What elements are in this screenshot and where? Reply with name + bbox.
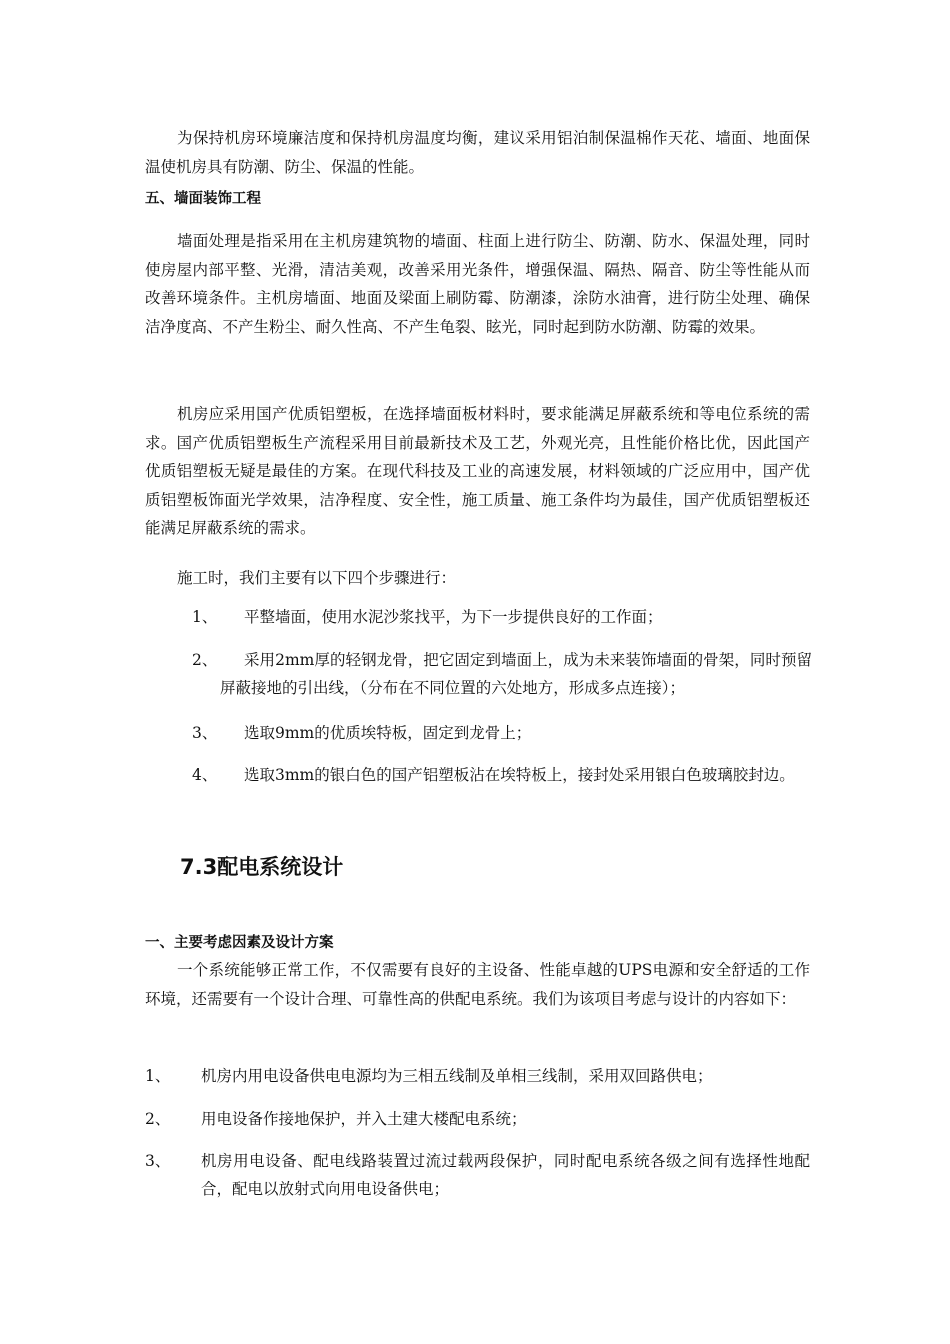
list-item-text: 机房用电设备、配电线路装置过流过载两段保护，同时配电系统各级之间有选择性地配合，配电以放射式向用电设备供电；: [201, 1152, 810, 1198]
wall-paragraph-2: 机房应采用国产优质铝塑板，在选择墙面板材料时，要求能满足屏蔽系统和等电位系统的需求。国产优质铝塑板生产流程采用目前最新技术及工艺，外观光亮，且性能价格比优，因此国产优质铝塑板无疑是最佳的方案。在现代科技及工业的高速发展，材料领域的广泛应用中，国产优质铝塑板饰面光学效果，洁净程度、安全性，施工质量、施工条件均为最佳，国产优质铝塑板还能满足屏蔽系统的需求。: [145, 405, 810, 537]
list-item: [145, 1105, 810, 1133]
steps-intro: 施工时，我们主要有以下四个步骤进行：: [177, 569, 457, 587]
list-item-number: 4、: [192, 766, 218, 784]
wall-paragraph-1: 墙面处理是指采用在主机房建筑物的墙面、柱面上进行防尘、防潮、防水、保温处理，同时使房屋内部平整、光滑，清洁美观，改善采用光条件，增强保温、隔热、隔音、防尘等性能从而改善环境条件。主机房墙面、地面及梁面上刷防霉、防潮漆，涂防水油膏，进行防尘处理、确保洁净度高、不产生粉尘、耐久性高、不产生龟裂、眩光，同时起到防水防潮、防霉的效果。: [145, 232, 810, 336]
list-item: [192, 646, 812, 702]
list-item: [192, 603, 812, 631]
list-item-number: 3、: [192, 724, 218, 742]
list-item-number: 1、: [192, 608, 218, 626]
list-item-number: 3、: [145, 1152, 171, 1170]
list-item-number: 2、: [192, 651, 218, 669]
list-item-text: 采用2mm厚的轻钢龙骨，把它固定到墙面上，成为未来装饰墙面的骨架，同时预留屏蔽接地的引出线，（分布在不同位置的六处地方，形成多点连接）；: [220, 651, 812, 697]
power-paragraph: 一个系统能够正常工作，不仅需要有良好的主设备、性能卓越的UPS电源和安全舒适的工作环境，还需要有一个设计合理、可靠性高的供配电系统。我们为该项目考虑与设计的内容如下：: [145, 961, 810, 1008]
list-item-text: 选取3mm的银白色的国产铝塑板沾在埃特板上，接封处采用银白色玻璃胶封边。: [244, 766, 795, 784]
wall-section-heading: 五、墙面装饰工程: [145, 191, 261, 207]
list-item-text: 机房内用电设备供电电源均为三相五线制及单相三线制，采用双回路供电；: [201, 1067, 713, 1085]
list-item: [145, 1062, 810, 1090]
list-item-number: 2、: [145, 1110, 171, 1128]
power-section-heading: 一、主要考虑因素及设计方案: [145, 935, 334, 951]
list-item-text: 用电设备作接地保护，并入土建大楼配电系统；: [201, 1110, 527, 1128]
section-title: 7.3配电系统设计: [180, 855, 344, 879]
list-item-number: 1、: [145, 1067, 171, 1085]
list-item: [145, 1147, 810, 1203]
list-item: [192, 719, 812, 747]
list-item-text: 选取9mm的优质埃特板，固定到龙骨上；: [244, 724, 532, 742]
list-item-text: 平整墙面，使用水泥沙浆找平，为下一步提供良好的工作面；: [244, 608, 663, 626]
intro-paragraph: 为保持机房环境廉洁度和保持机房温度均衡，建议采用铝泊制保温棉作天花、墙面、地面保温使机房具有防潮、防尘、保温的性能。: [145, 129, 810, 176]
list-item: [192, 761, 812, 789]
